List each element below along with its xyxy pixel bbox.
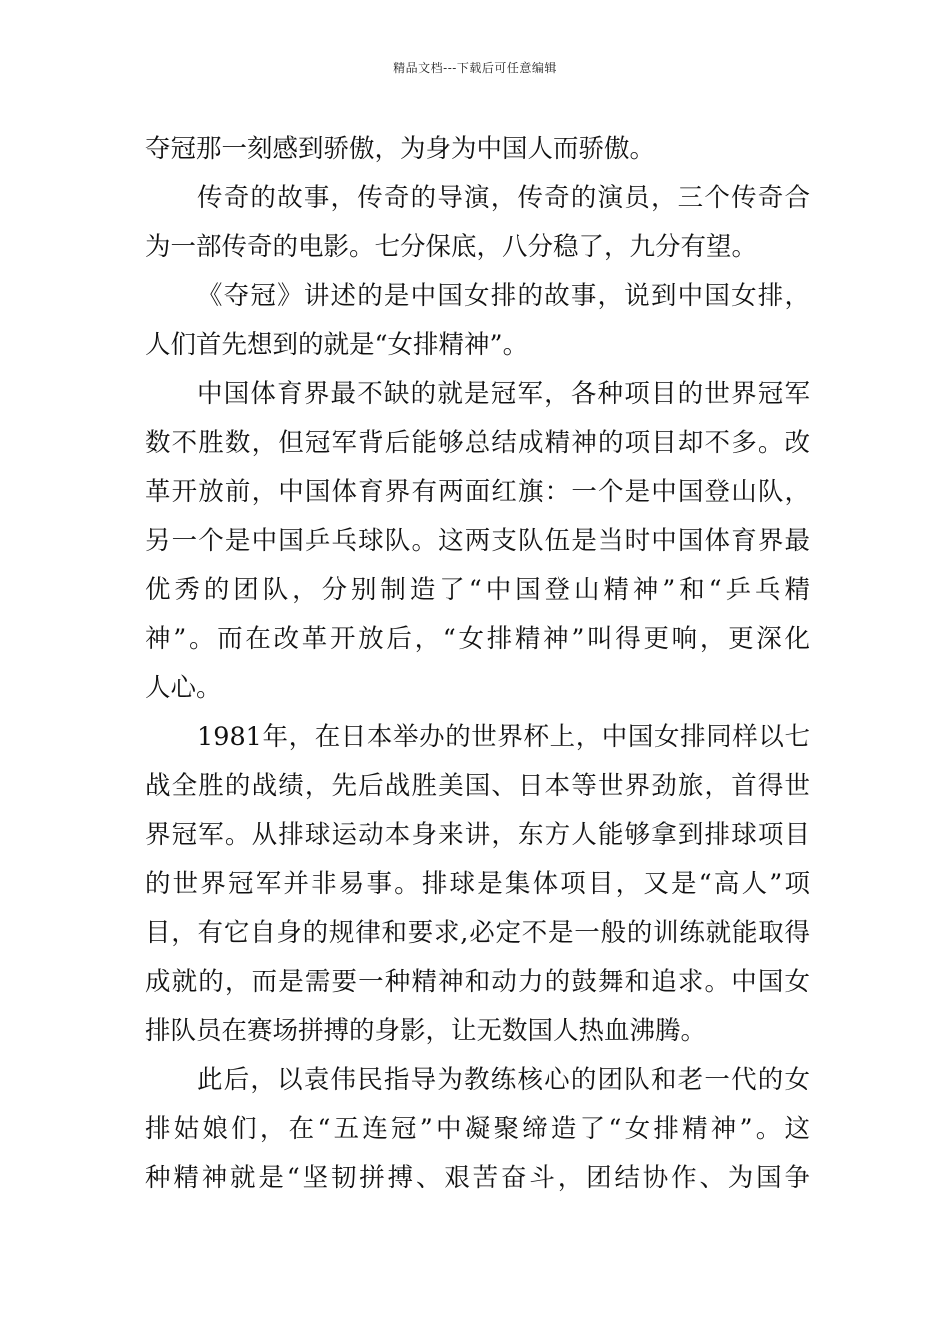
text-line: 种精神就是“坚韧拼搏、艰苦奋斗，团结协作、为国争	[145, 1163, 810, 1193]
text-line: 革开放前，中国体育界有两面红旗：一个是中国登山队，	[145, 477, 810, 507]
text-line: 优秀的团队，分别制造了“中国登山精神”和“乒乓精	[145, 575, 810, 605]
text-line: 的世界冠军并非易事。排球是集体项目，又是“高人”项	[145, 869, 810, 899]
text-line: 排姑娘们，在“五连冠”中凝聚缔造了“女排精神”。这	[145, 1114, 810, 1144]
text-line: 此后，以袁伟民指导为教练核心的团队和老一代的女	[197, 1065, 810, 1095]
text-line: 神”。而在改革开放后，“女排精神”叫得更响，更深化	[145, 624, 810, 654]
text-line: 夺冠那一刻感到骄傲，为身为中国人而骄傲。	[145, 134, 656, 164]
text-line: 界冠军。从排球运动本身来讲，东方人能够拿到排球项目	[145, 820, 810, 850]
text-line: 人们首先想到的就是“女排精神”。	[145, 330, 529, 360]
text-line: 排队员在赛场拼搏的身影，让无数国人热血沸腾。	[145, 1016, 707, 1046]
body-text	[145, 125, 810, 1203]
text-line: 成就的，而是需要一种精神和动力的鼓舞和追求。中国女	[145, 967, 810, 997]
text-line: 另一个是中国乒乓球队。这两支队伍是当时中国体育界最	[145, 526, 810, 556]
text-line: 战全胜的战绩，先后战胜美国、日本等世界劲旅，首得世	[145, 771, 810, 801]
text-line: 人心。	[145, 673, 222, 703]
text-line: 为一部传奇的电影。七分保底，八分稳了，九分有望。	[145, 232, 758, 262]
text-line: 数不胜数，但冠军背后能够总结成精神的项目却不多。改	[145, 428, 810, 458]
text-line: 1981年，在日本举办的世界杯上，中国女排同样以七	[197, 722, 810, 752]
text-line: 中国体育界最不缺的就是冠军，各种项目的世界冠军	[197, 379, 810, 409]
text-line: 《夺冠》讲述的是中国女排的故事，说到中国女排，	[197, 281, 810, 311]
page-header: 精品文档---下载后可任意编辑	[393, 61, 557, 75]
text-line: 传奇的故事，传奇的导演，传奇的演员，三个传奇合	[197, 183, 810, 213]
text-line: 目，有它自身的规律和要求,必定不是一般的训练就能取得	[145, 918, 810, 948]
